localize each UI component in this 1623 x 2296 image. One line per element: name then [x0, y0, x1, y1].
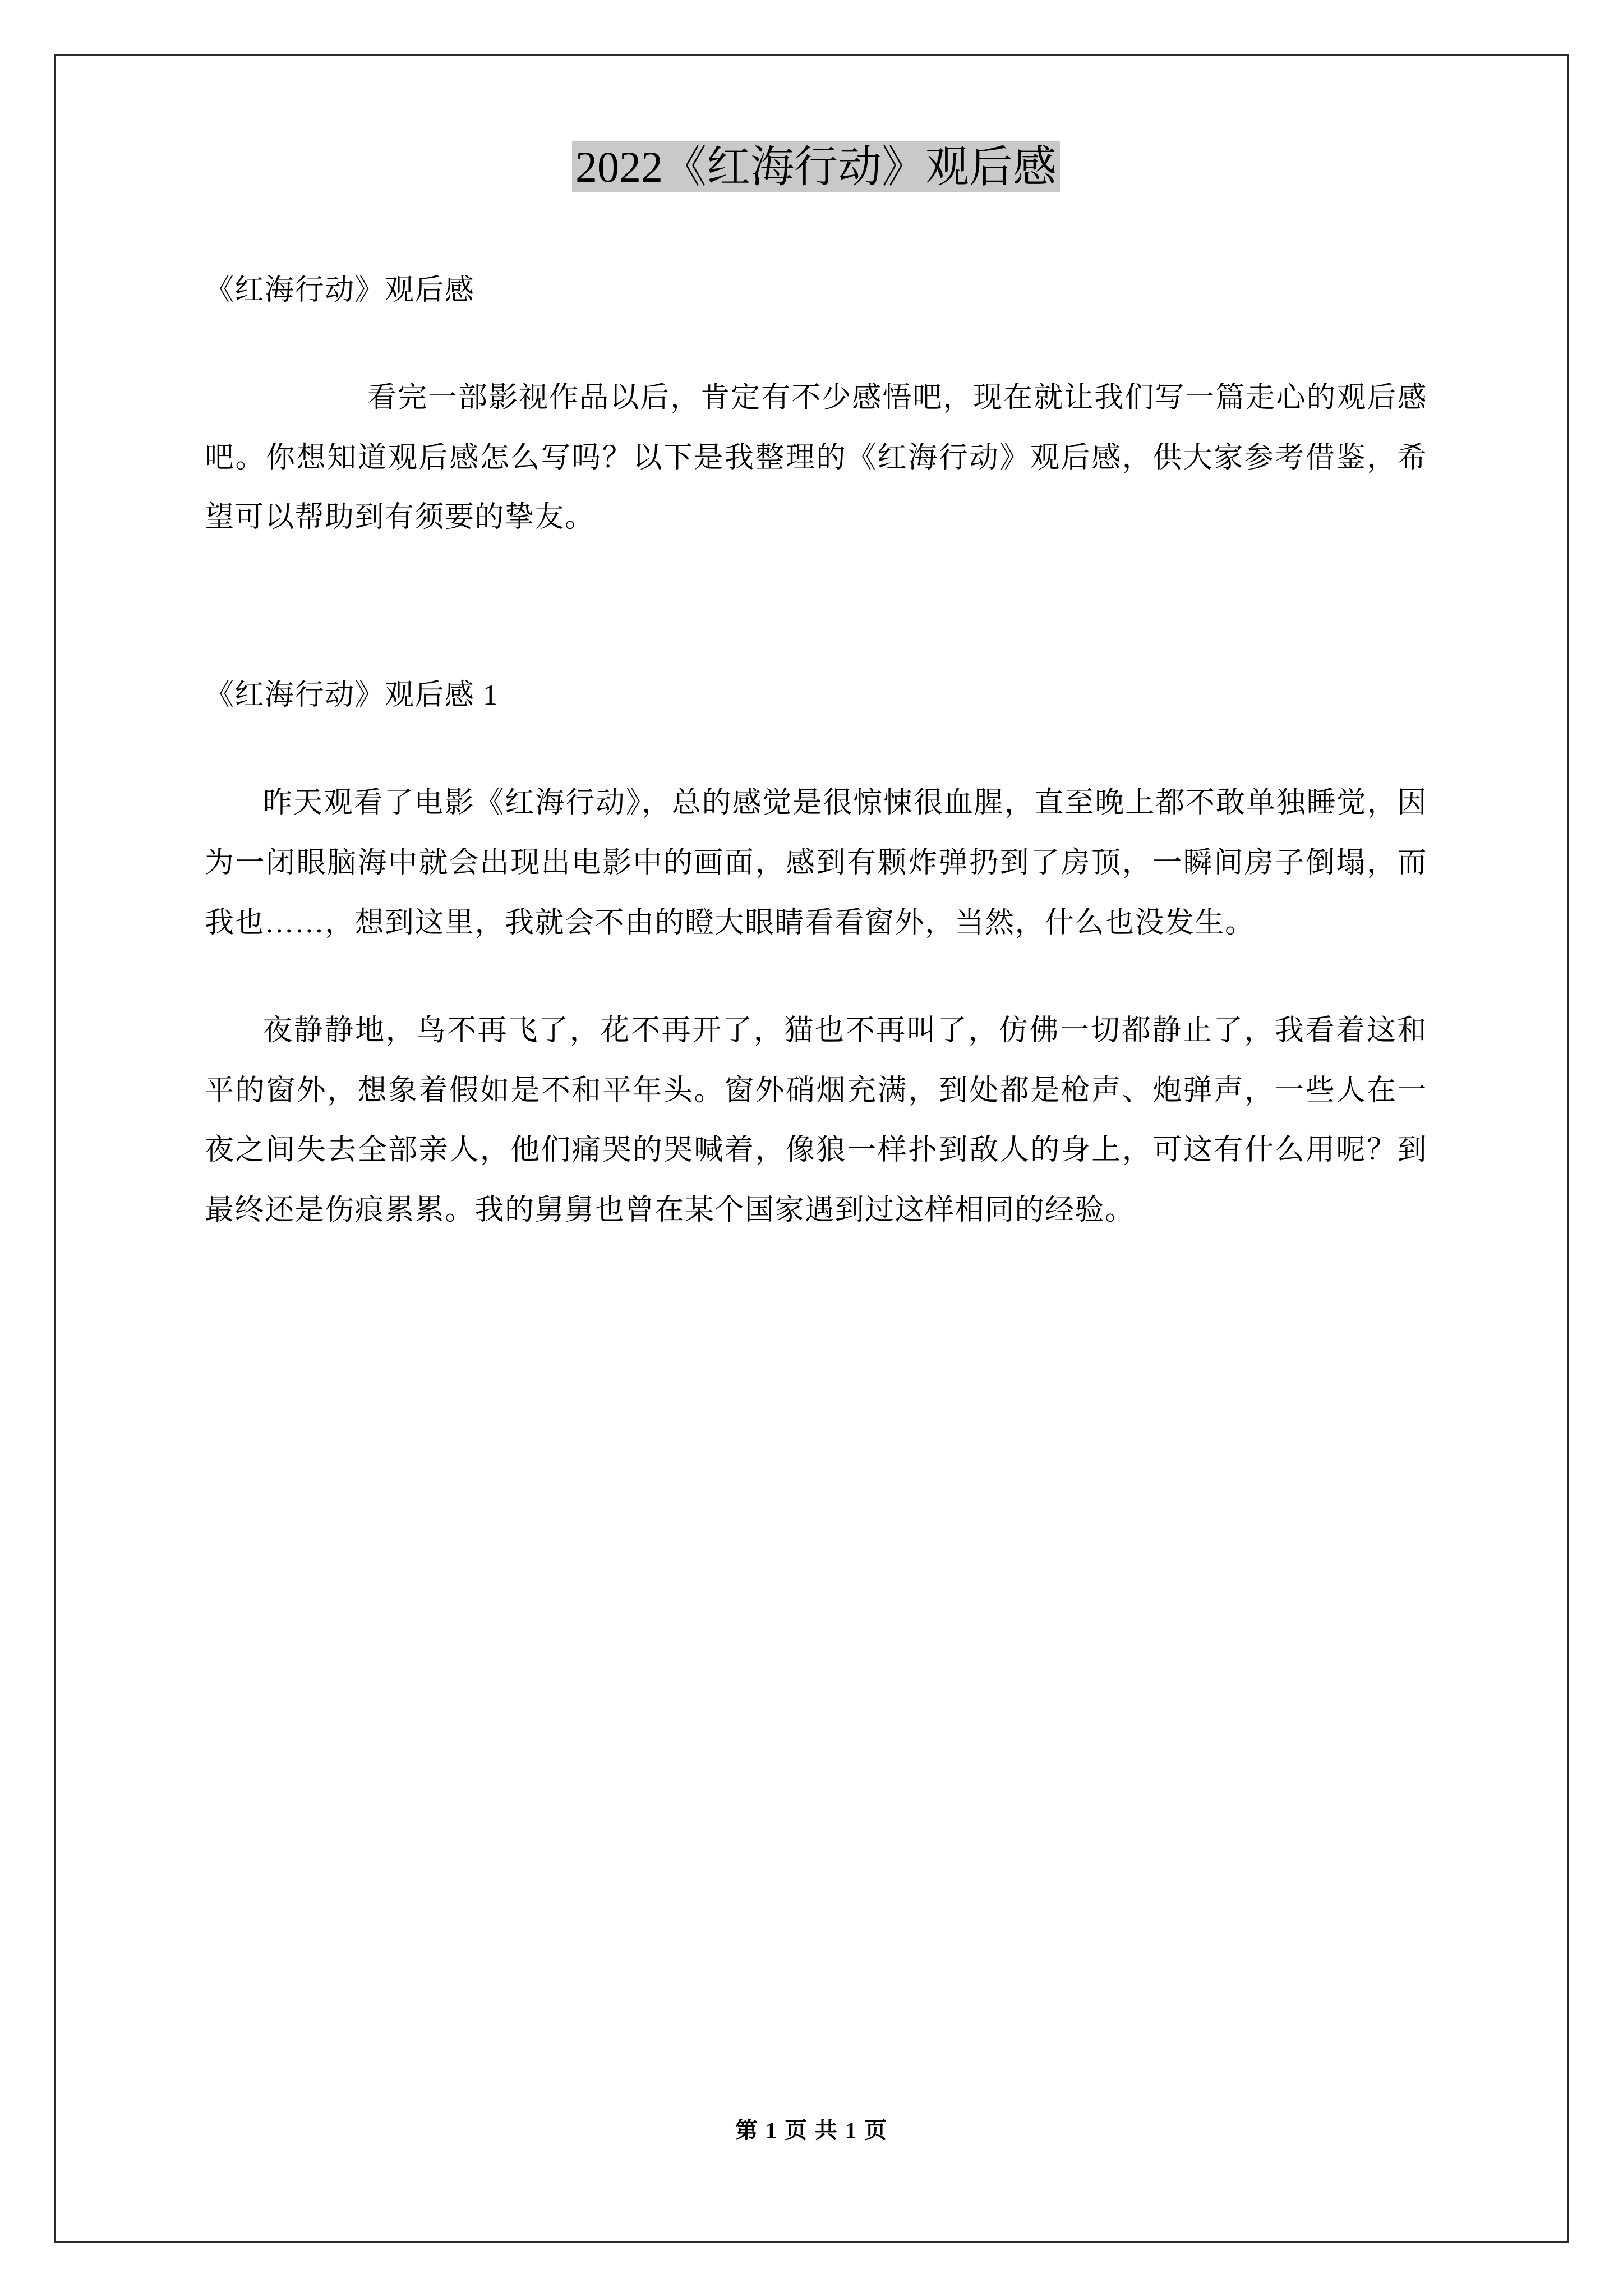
section-heading-1: 《红海行动》观后感 1	[205, 679, 499, 711]
page-title	[205, 140, 1427, 195]
spacer	[205, 725, 1427, 774]
spacer	[205, 320, 1427, 369]
spacer	[205, 195, 1427, 261]
page-title-text: 2022《红海行动》观后感	[572, 141, 1060, 192]
spacer	[205, 548, 1427, 666]
paragraph-body-2: 夜静静地，鸟不再飞了，花不再开了，猫也不再叫了，仿佛一切都静止了，我看着这和平的窗外，想象着假如是不和平年头。窗外硝烟充满，到处都是枪声、炮弹声，一些人在一夜之间失去全部亲人，他们痛哭的哭喊着，像狼一样扑到敌人的身上，可这有什么用呢？到最终还是伤痕累累。我的舅舅也曾在某个国家遇到过这样相同的经验。	[205, 1015, 1427, 1227]
page-footer: 第 1 页 共 1 页	[735, 2118, 888, 2143]
paragraph-subtitle: 《红海行动》观后感	[205, 274, 475, 306]
page-content	[205, 140, 1427, 2137]
document-page	[54, 54, 1569, 2243]
paragraph-intro: 看完一部影视作品以后，肯定有不少感悟吧，现在就让我们写一篇走心的观后感吧。你想知道观后感怎么写吗？以下是我整理的《红海行动》观后感，供大家参考借鉴，希望可以帮助到有须要的挚友。	[205, 382, 1427, 534]
paragraph-body-1: 昨天观看了电影《红海行动》，总的感觉是很惊悚很血腥，直至晚上都不敢单独睡觉，因为一闭眼脑海中就会出现出电影中的画面，感到有颗炸弹扔到了房顶，一瞬间房子倒塌，而我也……，想到这里，我就会不由的瞪大眼睛看看窗外，当然，什么也没发生。	[205, 787, 1427, 939]
spacer	[205, 953, 1427, 1001]
